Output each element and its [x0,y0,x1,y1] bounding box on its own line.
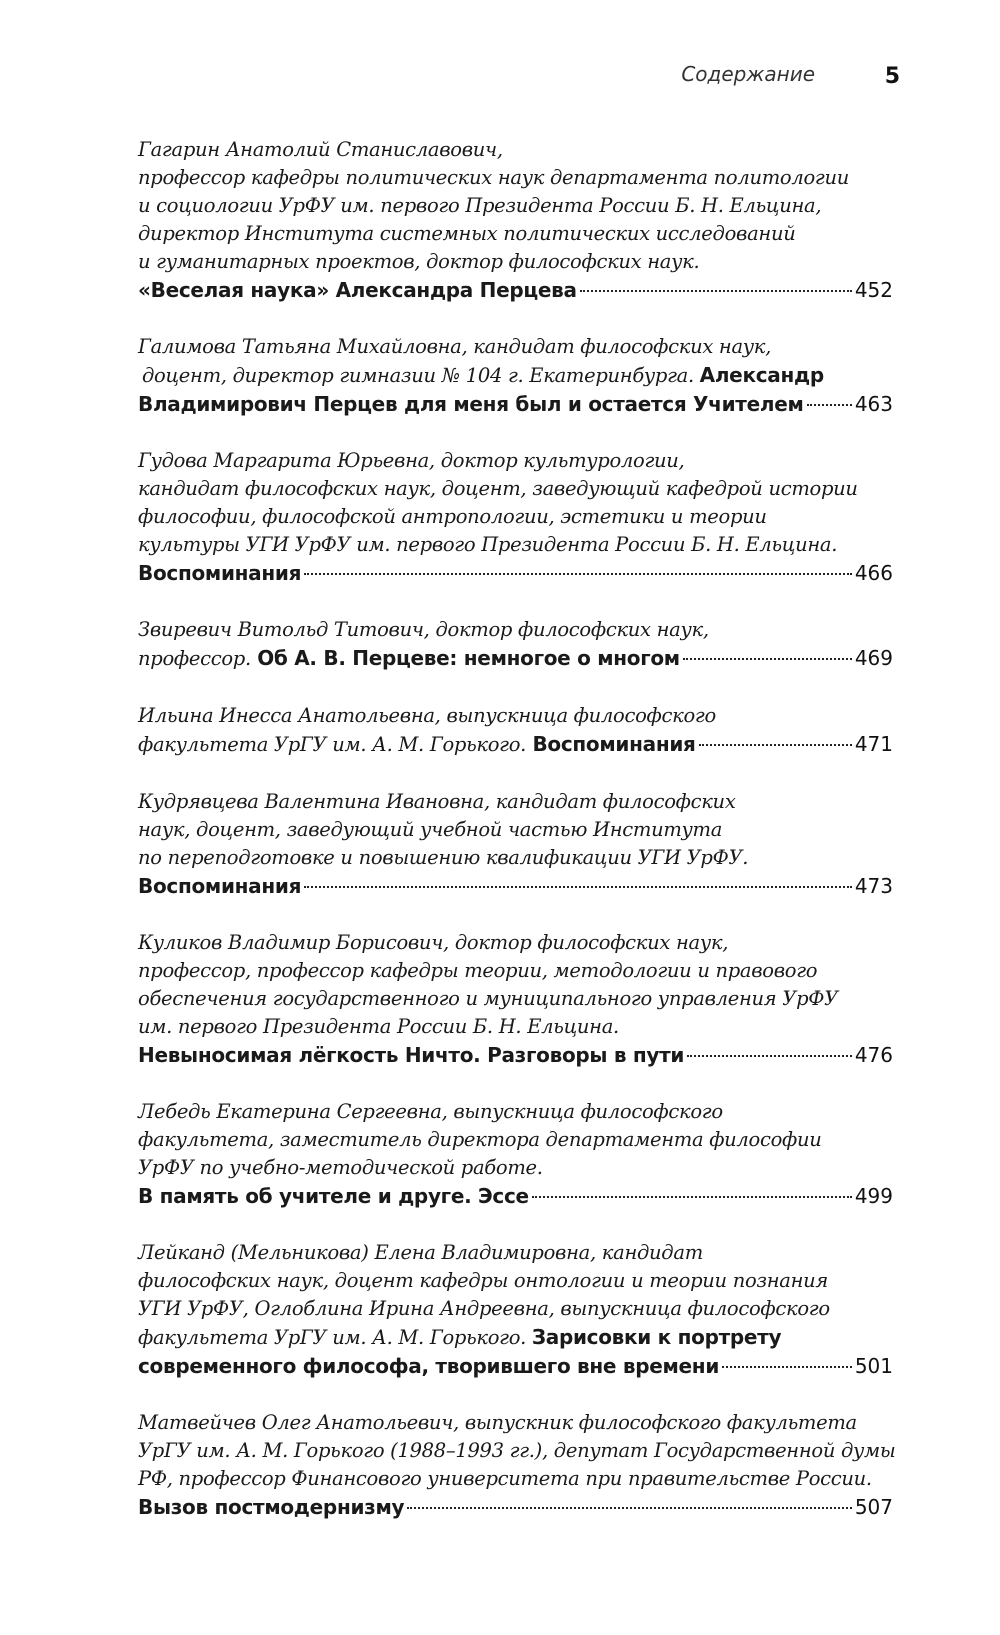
leader-dots [722,1366,852,1368]
toc-title-line[interactable] [138,559,893,587]
author-line: кандидат философских наук, доцент, заведующий кафедрой истории [138,477,858,500]
toc-entry [138,1098,893,1210]
author-line: директор Института системных политических исследований [138,222,796,245]
author-line: Гудова Маргарита Юрьевна, доктор культурологии, [138,449,685,472]
article-title: «Веселая наука» Александра Перцева [138,278,577,302]
author-line: обеспечения государственного и муниципального управления УрФУ [138,987,838,1010]
toc-entry [138,333,893,418]
toc-entry [138,136,893,304]
toc-entry [138,702,893,759]
author-line: Галимова Татьяна Михайловна, кандидат философских наук, [138,335,772,358]
author-text: профессор. [138,647,251,670]
page-ref: 469 [854,646,893,670]
author-line: по переподготовке и повышению квалификации УГИ УрФУ. [138,846,749,869]
article-title: Воспоминания [532,732,696,756]
author-line: Куликов Владимир Борисович, доктор философских наук, [138,931,729,954]
leader-dots [304,886,852,888]
toc-entry [138,447,893,587]
toc-title-line[interactable] [138,1182,893,1210]
toc-title-line[interactable] [138,730,893,759]
leader-dots [687,1055,852,1057]
toc-title-line[interactable] [138,1493,893,1521]
page-ref: 499 [854,1184,893,1208]
author-line: и социологии УрФУ им. первого Президента России Б. Н. Ельцина, [138,194,822,217]
article-title: Воспоминания [138,874,302,898]
article-title: современного философа, творившего вне времени [138,1354,720,1378]
page-number: 5 [884,64,900,89]
article-title-start: Александр [699,363,824,387]
author-line: философии, философской антропологии, эстетики и теории [138,505,767,528]
leader-dots [699,744,852,746]
author-line: профессор кафедры политических наук департамента политологии [138,166,849,189]
author-line: философских наук, доцент кафедры онтологии и теории познания [138,1269,829,1292]
article-title: Воспоминания [138,561,302,585]
page-ref: 471 [854,732,893,756]
author-line: наук, доцент, заведующий учебной частью Института [138,818,723,841]
page-ref: 501 [854,1354,893,1378]
author-line [138,361,893,390]
author-text: доцент, директор гимназии № 104 г. Екатеринбурга. [142,364,694,387]
table-of-contents [138,136,896,1550]
article-title: Владимирович Перцев для меня был и остается Учителем [138,392,804,416]
toc-title-line[interactable] [138,644,893,673]
author-line: Звиревич Витольд Титович, доктор философских наук, [138,618,709,641]
toc-title-line[interactable] [138,872,893,900]
toc-entry [138,1239,893,1380]
article-title: В память об учителе и друге. Эссе [138,1184,529,1208]
leader-dots [407,1507,852,1509]
toc-title-line[interactable] [138,390,893,418]
toc-title-line[interactable] [138,1352,893,1380]
toc-entry [138,616,893,673]
leader-dots [580,290,852,292]
author-line: культуры УГИ УрФУ им. первого Президента России Б. Н. Ельцина. [138,533,838,556]
author-line: УрФУ по учебно-методической работе. [138,1156,543,1179]
author-line [138,1323,893,1352]
leader-dots [532,1196,852,1198]
page-ref: 466 [854,561,893,585]
page-ref: 507 [854,1495,893,1519]
article-title-start: Зарисовки к портрету [531,1325,782,1349]
author-text: факультета УрГУ им. А. М. Горького. [138,733,527,756]
toc-title-line[interactable] [138,276,893,304]
toc-entry [138,788,893,900]
author-line: профессор, профессор кафедры теории, методологии и правового [138,959,818,982]
article-title: Невыносимая лёгкость Ничто. Разговоры в пути [138,1043,685,1067]
author-line: УрГУ им. А. М. Горького (1988–1993 гг.), депутат Государственной думы [138,1439,896,1462]
author-line: Ильина Инесса Анатольевна, выпускница философского [138,704,716,727]
page-ref: 476 [854,1043,893,1067]
leader-dots [807,404,852,406]
toc-entry [138,1409,896,1521]
author-line: факультета, заместитель директора департамента философии [138,1128,822,1151]
article-title: Об А. В. Перцеве: немногое о многом [257,646,680,670]
author-line: и гуманитарных проектов, доктор философских наук. [138,250,700,273]
leader-dots [304,573,852,575]
page-ref: 473 [854,874,893,898]
author-line: Лейканд (Мельникова) Елена Владимировна, кандидат [138,1241,703,1264]
author-line: им. первого Президента России Б. Н. Ельцина. [138,1015,619,1038]
author-line: Лебедь Екатерина Сергеевна, выпускница философского [138,1100,723,1123]
running-head-title: Содержание [681,62,815,86]
author-line: Кудрявцева Валентина Ивановна, кандидат философских [138,790,736,813]
page-ref: 452 [854,278,893,302]
page-ref: 463 [854,392,893,416]
author-line: Гагарин Анатолий Станиславович, [138,138,503,161]
author-line: РФ, профессор Финансового университета при правительстве России. [138,1467,872,1490]
article-title: Вызов постмодернизму [138,1495,405,1519]
author-line: Матвейчев Олег Анатольевич, выпускник философского факультета [138,1411,857,1434]
author-text: факультета УрГУ им. А. М. Горького. [138,1326,527,1349]
toc-entry [138,929,893,1069]
author-line: УГИ УрФУ, Оглоблина Ирина Андреевна, выпускница философского [138,1297,830,1320]
running-head [600,62,900,92]
leader-dots [683,658,852,660]
toc-title-line[interactable] [138,1041,893,1069]
